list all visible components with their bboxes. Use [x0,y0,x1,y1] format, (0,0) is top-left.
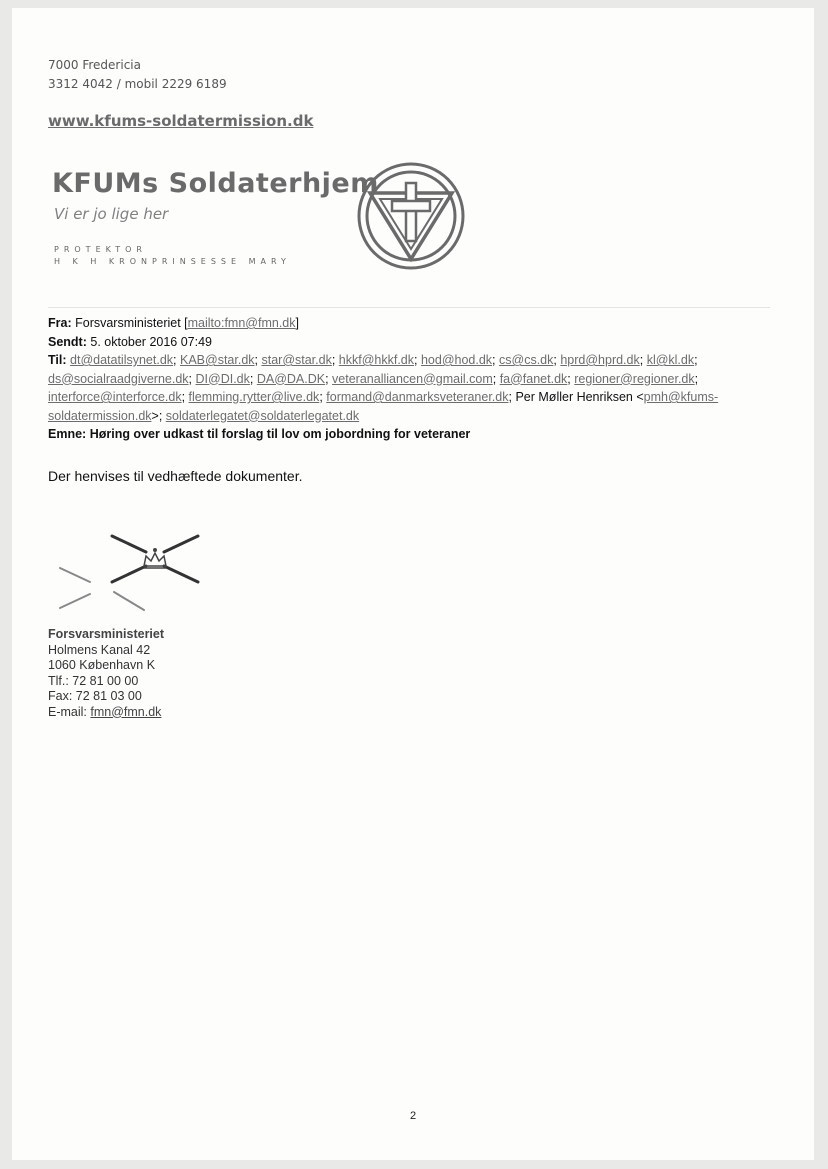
recipient-link[interactable]: regioner@regioner.dk [574,371,695,386]
recipient-link[interactable]: formand@danmarksveteraner.dk [326,390,509,404]
signature-street: Holmens Kanal 42 [48,642,151,657]
recipient-link[interactable]: KAB@star.dk [180,353,255,367]
ministry-signature [48,627,164,720]
recipient-link[interactable]: hkkf@hkkf.dk [338,353,415,367]
recipient-link[interactable]: DA@DA.DK [256,371,326,386]
subject-row [48,425,768,444]
recipient-link[interactable]: interforce@interforce.dk [48,390,182,404]
signature-email-label: E-mail: [48,704,87,719]
sent-value: 5. oktober 2016 07:49 [90,334,212,349]
recipient-link[interactable]: hprd@hprd.dk [560,353,640,367]
to-row: Til: dt@datatilsynet.dk; KAB@star.dk; star@star.dk; hkkf@hkkf.dk; hod@hod.dk; cs@cs.dk; hprd@hprd.dk; kl@kl.dk; ds@socialraadgiverne.dk; DI@DI.dk; DA@DA.DK; veteranalliancen@gmail.com; fa@fanet.dk; regioner@regioner.dk; interforce@interforce.dk; flemming.rytter@live.dk; formand@danmarksveteraner.dk; Per Møller Henriksen <pmh@kfums-soldatermission.dk>; soldaterlegatet@soldaterlegatet.dk [48,353,719,423]
from-row: Fra: Forsvarsministeriet [mailto:fmn@fmn.dk] [48,316,299,330]
email-body-text: Der henvises til vedhæftede dokumenter. [48,468,303,484]
subject-value: Høring over udkast til forslag til lov om jobordning for veteraner [89,427,471,441]
signature-fax: Fax: 72 81 03 00 [48,689,142,703]
letterhead-name: KFUMs Soldaterhjem [52,168,379,199]
from-name: Forsvarsministeriet [75,316,181,330]
to-label: Til: [48,353,67,367]
protektor-line-2: H K H KRONPRINSESSE MARY [54,257,291,266]
recipient-link[interactable]: star@star.dk [261,353,332,367]
ministry-crest-icon [56,526,216,620]
recipient-link[interactable]: ds@socialraadgiverne.dk [48,371,189,386]
page-number: 2 [409,1110,417,1122]
recipient-link[interactable]: veteranalliancen@gmail.com [332,371,493,386]
recipient-link[interactable]: kl@kl.dk [646,353,695,367]
recipient-link[interactable]: fa@fanet.dk [499,371,568,386]
sender-phone: 3312 4042 / mobil 2229 6189 [48,77,227,91]
signature-email-row [48,705,164,721]
signature-email-link[interactable]: fmn@fmn.dk [90,704,162,719]
protektor-text [54,244,291,268]
recipient-link[interactable]: cs@cs.dk [499,353,554,367]
signature-org: Forsvarsministeriet [48,627,165,641]
recipient-link[interactable]: dt@datatilsynet.dk [70,353,174,367]
signature-phone: Tlf.: 72 81 00 00 [48,673,139,688]
protektor-line-1: PROTEKTOR [54,245,147,254]
triangle-cross-emblem-icon [356,161,466,275]
sender-city: 7000 Fredericia [48,58,141,72]
letterhead-tagline: Vi er jo lige her [54,205,169,223]
sent-row [48,333,768,352]
sent-label: Sendt: [48,334,87,349]
document-page [12,8,814,1160]
named-recipient-first: Per [515,390,535,404]
recipient-link[interactable]: hod@hod.dk [420,353,493,367]
header-divider [48,307,770,308]
from-mailto-link[interactable]: mailto:fmn@fmn.dk [187,316,296,330]
website-link[interactable]: www.kfums-soldatermission.dk [48,112,314,130]
subject-label: Emne: [48,427,87,441]
from-label: Fra: [48,316,72,330]
recipient-link[interactable]: flemming.rytter@live.dk [188,390,320,404]
named-recipient-email-link[interactable]: pmh@kfums-soldatermission.dk [48,390,719,423]
email-header [48,314,768,444]
named-recipient-rest: Møller Henriksen < [538,390,644,404]
recipient-link[interactable]: soldaterlegatet@soldaterlegatet.dk [165,408,360,423]
signature-city: 1060 København K [48,658,156,672]
recipient-link[interactable]: DI@DI.dk [195,371,250,386]
